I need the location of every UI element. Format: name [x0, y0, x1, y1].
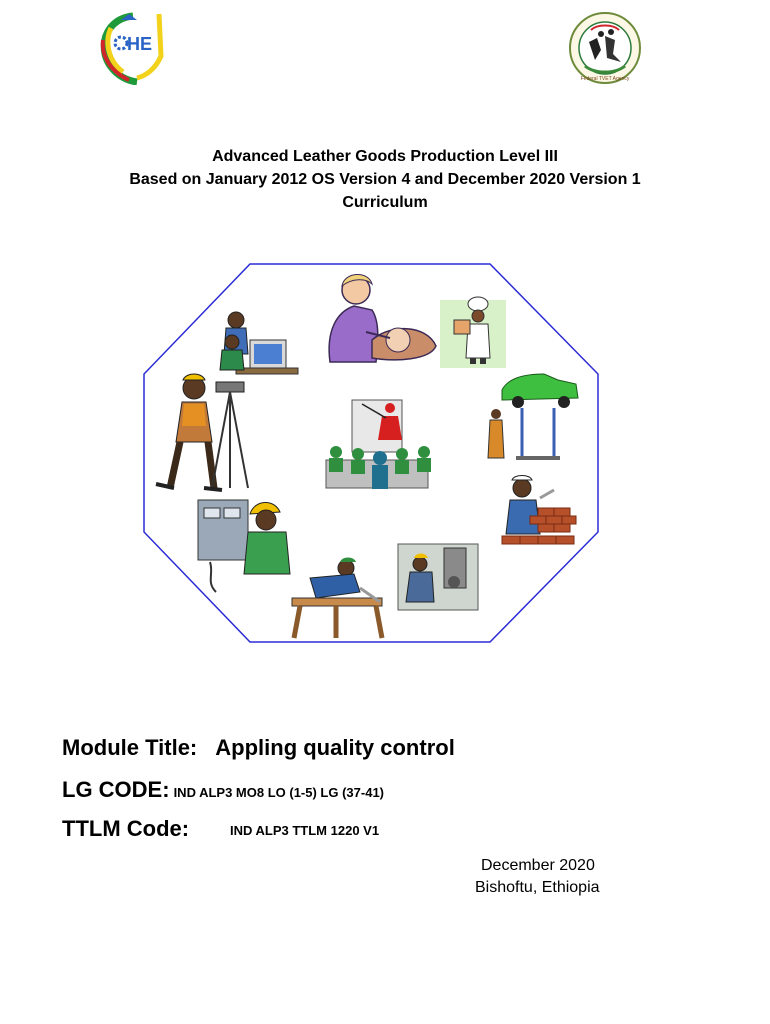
he-logo — [95, 10, 175, 85]
occupations-collage — [140, 262, 602, 644]
seal-text: Federal TVET Agency — [580, 76, 630, 82]
lg-code-row — [62, 777, 384, 803]
lg-code-value: IND ALP3 MO8 LO (1-5) LG (37-41) — [173, 785, 384, 800]
module-title-row — [62, 735, 455, 761]
he-logo-text: HE — [127, 34, 153, 54]
publication-date: December 2020 — [481, 857, 595, 874]
lg-code-label: LG CODE: — [62, 777, 170, 802]
module-title-label: Module Title: — [62, 735, 198, 760]
chef-illustration — [440, 297, 506, 368]
publication-place: Bishoftu, Ethiopia — [475, 879, 600, 896]
ttlm-code-label: TTLM Code: — [62, 816, 190, 841]
ttlm-code-value: IND ALP3 TTLM 1220 V1 — [230, 823, 380, 838]
cover-title — [0, 145, 770, 214]
cover-title-line-2: Based on January 2012 OS Version 4 and December 2020 Version 1 — [129, 171, 641, 188]
module-title-value: Appling quality control — [215, 735, 455, 760]
caregiver-illustration — [316, 272, 436, 364]
date-place-block — [475, 855, 600, 899]
machinist-illustration — [398, 544, 478, 610]
ttlm-code-row — [62, 816, 380, 842]
cover-title-line-3: Curriculum — [342, 194, 428, 211]
federal-tvet-agency-seal — [567, 10, 643, 86]
cover-title-line-1: Advanced Leather Goods Production Level III — [212, 148, 558, 165]
